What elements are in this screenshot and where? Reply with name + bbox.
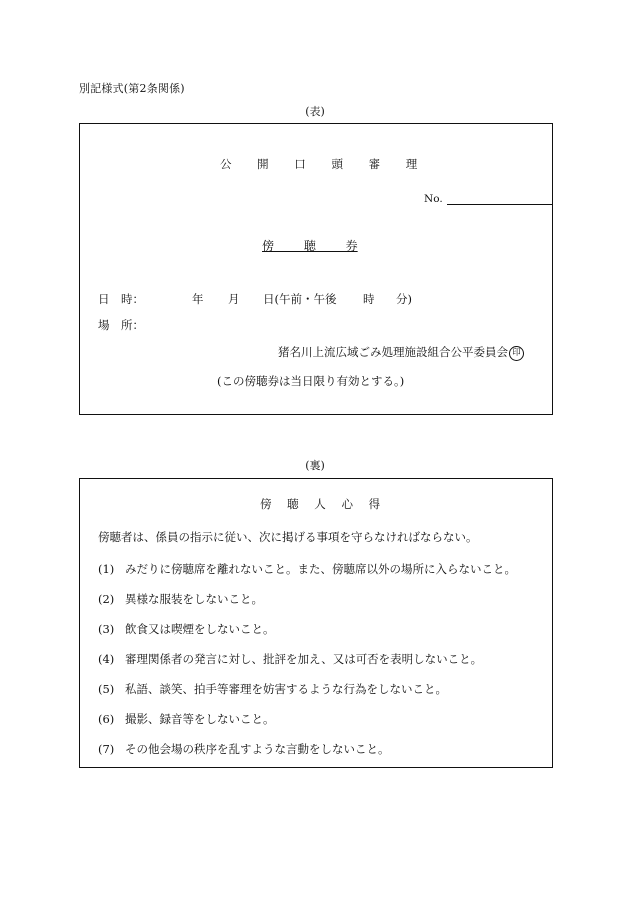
rule-item — [98, 561, 516, 577]
rule-item — [98, 651, 482, 667]
ticket-number-field — [424, 193, 553, 205]
rules-heading: 傍 聴 人 心 得 — [260, 497, 381, 511]
ticket-front-panel — [79, 123, 553, 415]
rule-text: その他会場の秩序を乱すような言動をしないこと。 — [125, 742, 390, 756]
rule-item — [98, 741, 390, 757]
issuer-line — [278, 344, 524, 361]
rule-item — [98, 711, 275, 727]
date-hour: 時 — [363, 292, 375, 306]
ticket-number-blank — [447, 193, 553, 205]
rule-number: (5) — [98, 682, 115, 696]
front-side-label: (表) — [305, 105, 325, 118]
rule-number: (6) — [98, 712, 115, 726]
rule-number: (1) — [98, 562, 115, 576]
rule-item — [98, 681, 447, 697]
back-side-label: (裏) — [305, 459, 325, 472]
validity-note: (この傍聴券は当日限り有効とする。) — [217, 374, 405, 388]
ticket-title: 傍 聴 券 — [262, 239, 358, 253]
rule-number: (7) — [98, 742, 115, 756]
rule-text: 飲食又は喫煙をしないこと。 — [125, 622, 275, 636]
rule-number: (2) — [98, 592, 115, 606]
ticket-back-panel — [79, 478, 553, 768]
ticket-number-label: No. — [424, 193, 443, 205]
date-minute: 分) — [396, 292, 412, 306]
place-label: 場 所： — [98, 318, 144, 332]
rule-text: 私語、談笑、拍手等審理を妨害するような行為をしないこと。 — [125, 682, 447, 696]
date-month: 月 — [228, 292, 240, 306]
date-day-ampm: 日(午前・午後 — [263, 292, 337, 306]
rule-number: (3) — [98, 622, 115, 636]
rule-item — [98, 591, 263, 607]
date-label: 日 時： — [98, 292, 144, 306]
hearing-heading: 公 開 口 頭 審 理 — [220, 157, 418, 171]
rule-text: 異様な服装をしないこと。 — [125, 592, 263, 606]
rule-text: 撮影、録音等をしないこと。 — [125, 712, 275, 726]
form-reference-note: 別記様式(第2条関係) — [79, 82, 185, 95]
rule-number: (4) — [98, 652, 115, 666]
seal-stamp: 印 — [509, 346, 524, 361]
date-year: 年 — [192, 292, 204, 306]
rule-item — [98, 621, 275, 637]
rules-intro: 傍聴者は、係員の指示に従い、次に掲げる事項を守らなければならない。 — [98, 530, 478, 544]
rule-text: 審理関係者の発言に対し、批評を加え、又は可否を表明しないこと。 — [125, 652, 483, 666]
rule-text: みだりに傍聴席を離れないこと。また、傍聴席以外の場所に入らないこと。 — [125, 562, 516, 576]
issuer-name: 猪名川上流広域ごみ処理施設組合公平委員会 — [278, 345, 508, 359]
